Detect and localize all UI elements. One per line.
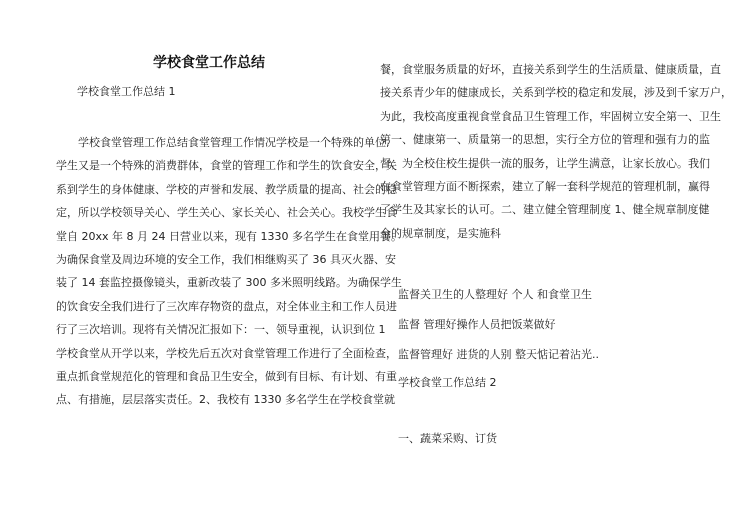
text-line: 系到学生的身体健康、学校的声誉和发展、教学质量的提高、社会的稳 <box>56 182 397 196</box>
text-line: 行了三次培训。现将有关情况汇报如下：一、领导重视，认识到位 1 <box>56 323 386 337</box>
text-line: 装了 14 套监控摄像镜头，重新改装了 300 多米照明线路。为确保学生 <box>56 276 402 290</box>
right-paragraph <box>380 58 732 245</box>
text-line: 接关系青少年的健康成长，关系到学校的稳定和发展，涉及到千家万户， <box>380 86 732 100</box>
text-line: 堂自 20xx 年 8 月 24 日营业以来，现有 1330 多名学生在食堂用餐。 <box>56 229 402 243</box>
text-line: 餐，食堂服务质量的好坏，直接关系到学生的生活质量、健康质量，直 <box>380 63 721 76</box>
left-paragraph <box>56 131 402 412</box>
text-line: 点、有措施，层层落实责任。2、我校有 1330 多名学生在学校食堂就 <box>56 393 395 407</box>
text-line: 在食堂管理方面不断探索，建立了解一套科学规范的管理机制，赢得 <box>380 180 710 194</box>
text-line: 学生又是一个特殊的消费群体，食堂的管理工作和学生的饮食安全，关 <box>56 159 397 173</box>
text-line: 定，所以学校领导关心、学生关心、家长关心、社会关心。我校学生食 <box>56 206 397 220</box>
section-subtitle: 学校食堂工作总结 2 <box>398 376 497 389</box>
section-subtitle: 学校食堂工作总结 1 <box>77 85 176 98</box>
text-line: 第一、健康第一、质量第一的思想，实行全方位的管理和强有力的监 <box>380 133 710 147</box>
text-line: 为此，我校高度重视食堂食品卫生管理工作，牢固树立安全第一、卫生 <box>380 109 721 123</box>
text-line: 学校食堂从开学以来，学校先后五次对食堂管理工作进行了全面检查， <box>56 346 397 360</box>
list-item: 监督 管理好操作人员把饭菜做好 <box>398 318 556 331</box>
section-heading: 一、蔬菜采购、订货 <box>398 432 497 445</box>
text-line: 为确保食堂及周边环境的安全工作，我们相继购买了 36 具灭火器、安 <box>56 253 396 267</box>
text-line: 督，为全校住校生提供一流的服务，让学生满意，让家长放心。我们 <box>380 156 710 170</box>
text-line: 全的规章制度，是实施科 <box>380 226 501 240</box>
text-line: 的饮食安全我们进行了三次库存物资的盘点，对全体业主和工作人员进 <box>56 299 397 313</box>
text-line: 学校食堂管理工作总结食堂管理工作情况学校是一个特殊的单位, <box>78 136 390 149</box>
text-line: 了学生及其家长的认可。二、建立健全管理制度 1、健全规章制度健 <box>380 203 710 217</box>
text-line: 重点抓食堂规范化的管理和食品卫生安全，做到有目标、有计划、有重 <box>56 370 397 384</box>
document-title: 学校食堂工作总结 <box>153 55 265 71</box>
list-item: 监督关卫生的人整理好 个人 和食堂卫生 <box>398 288 592 301</box>
list-item: 监督管理好 进货的人别 整天惦记着沾光.. <box>398 348 599 361</box>
